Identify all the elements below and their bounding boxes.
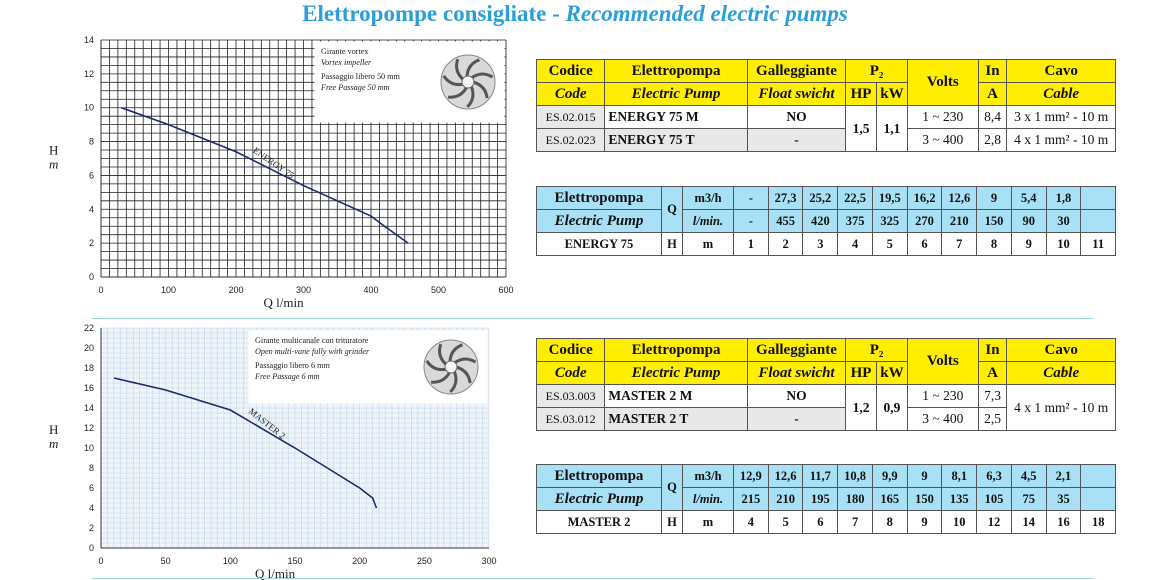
hp-cell: 1,5 <box>846 106 877 152</box>
perf-value-cell: 5 <box>872 233 907 255</box>
col-a: A <box>978 83 1007 106</box>
perf-value-cell: 6 <box>802 511 837 533</box>
col-kw: kW <box>876 83 907 106</box>
x-tick-label: 300 <box>481 556 497 566</box>
master-performance-table <box>536 464 1116 534</box>
perf-value-cell <box>1080 488 1115 510</box>
perf-value-cell: 1,8 <box>1046 187 1081 209</box>
perf-value-cell: - <box>748 213 753 228</box>
perf-value-cell: 9 <box>1011 233 1046 255</box>
perf-lmin-label: l/min. <box>683 210 734 233</box>
perf-value-cell: 75 <box>1011 488 1046 510</box>
perf-value-cell: 210 <box>941 210 976 232</box>
perf-h-label: H <box>662 233 683 256</box>
perf-value-cell: 16,2 <box>907 187 942 209</box>
col-cable: Cavo <box>1007 339 1116 362</box>
perf-pump-label-en: Electric Pump <box>537 488 662 511</box>
info-text: Vortex impeller <box>321 58 372 67</box>
x-tick-label: 0 <box>98 285 104 295</box>
y-tick-label: 4 <box>88 503 94 513</box>
x-tick-label: 200 <box>352 556 368 566</box>
col-code-en: Code <box>554 364 587 381</box>
perf-value-cell: 210 <box>768 488 803 510</box>
col-in: In <box>978 60 1007 83</box>
hp-cell: 1,2 <box>846 385 877 431</box>
perf-value-cell: 135 <box>941 488 976 510</box>
perf-value-cell: 9 <box>976 187 1011 209</box>
perf-value-cell: 150 <box>907 488 942 510</box>
info-text: Passaggio libero 6 mm <box>255 361 330 370</box>
perf-value-cell: 6 <box>907 233 942 255</box>
volts-cell: 1 ~ 230 <box>907 106 978 129</box>
perf-pump-label-en: Electric Pump <box>537 210 662 233</box>
in-cell: 8,4 <box>978 106 1007 129</box>
info-text: Open multi-vane fully with grinder <box>255 347 370 356</box>
col-volts: Volts <box>907 60 978 106</box>
perf-value-cell: 9,9 <box>872 465 907 487</box>
x-tick-label: 300 <box>295 285 312 295</box>
perf-value-cell: 18 <box>1080 511 1115 533</box>
col-pump: Elettropompa <box>605 339 747 362</box>
col-pump-en: Electric Pump <box>631 364 721 381</box>
in-cell: 2,8 <box>978 129 1007 152</box>
perf-value-cell: 7 <box>837 511 872 533</box>
perf-value-cell: 270 <box>907 210 942 232</box>
perf-value-cell: - <box>748 190 753 205</box>
kw-cell: 0,9 <box>876 385 907 431</box>
info-text: Free Passage 50 mm <box>321 83 390 92</box>
col-hp: HP <box>846 83 877 106</box>
energy-performance-table <box>536 186 1116 256</box>
x-tick-label: 0 <box>98 556 104 566</box>
y-tick-label: 6 <box>88 170 94 181</box>
perf-value-cell: 14 <box>1011 511 1046 533</box>
perf-pump-name: MASTER 2 <box>537 511 662 534</box>
pump-cell: ENERGY 75 M <box>605 106 747 129</box>
info-text: Passaggio libero 50 mm <box>321 72 400 81</box>
perf-value-cell <box>1080 187 1115 209</box>
perf-value-cell: 150 <box>976 210 1011 232</box>
y-tick-label: 0 <box>88 272 94 282</box>
y-tick-label: 6 <box>88 483 94 493</box>
perf-value-cell: 4,5 <box>1011 465 1046 487</box>
perf-value-cell: 5 <box>768 511 803 533</box>
energy-spec-table <box>536 59 1116 152</box>
perf-value-cell: 4 <box>837 233 872 255</box>
perf-value-cell: 180 <box>837 488 872 510</box>
perf-value-cell: 19,5 <box>872 187 907 209</box>
pump-cell: ENERGY 75 T <box>605 129 747 152</box>
y-tick-label: 2 <box>88 238 94 249</box>
code-cell: ES.03.003 <box>537 385 605 408</box>
volts-cell: 3 ~ 400 <box>907 408 978 431</box>
info-text: Girante vortex <box>321 47 369 56</box>
col-float-en: Float swicht <box>758 85 835 102</box>
perf-lmin-label: l/min. <box>683 488 734 511</box>
perf-value-cell: 8,1 <box>941 465 976 487</box>
y-tick-label: 22 <box>83 323 94 333</box>
perf-m-label: m <box>683 233 734 256</box>
perf-value-cell: 5,4 <box>1011 187 1046 209</box>
col-cable-en: Cable <box>1043 85 1080 102</box>
perf-value-cell: 11 <box>1080 233 1115 255</box>
x-tick-label: 150 <box>287 556 303 566</box>
col-in: In <box>978 339 1007 362</box>
perf-pump-label: Elettropompa <box>537 465 662 488</box>
pump-cell: MASTER 2 T <box>605 408 747 431</box>
perf-row-m3h <box>734 465 1116 488</box>
perf-value-cell: 35 <box>1046 488 1081 510</box>
table-row <box>537 129 1116 152</box>
x-tick-label: 500 <box>430 285 447 295</box>
perf-q-label: Q <box>662 465 683 511</box>
y-tick-label: 8 <box>88 136 94 147</box>
x-tick-label: 100 <box>160 285 177 295</box>
perf-value-cell: 10,8 <box>837 465 872 487</box>
perf-value-cell: 325 <box>872 210 907 232</box>
perf-value-cell: 3 <box>802 233 837 255</box>
perf-value-cell: 165 <box>872 488 907 510</box>
y-tick-label: 2 <box>88 523 94 533</box>
perf-value-cell: 12,6 <box>941 187 976 209</box>
x-axis-label: Q l/min <box>255 566 296 580</box>
perf-row-lmin <box>734 488 1116 511</box>
y-axis-unit: m <box>49 156 59 172</box>
table-row <box>537 106 1116 129</box>
x-axis-label: Q l/min <box>263 295 304 310</box>
y-tick-label: 12 <box>83 423 94 433</box>
perf-value-cell: 7 <box>941 233 976 255</box>
perf-m3h-label: m3/h <box>683 465 734 488</box>
perf-m-label: m <box>683 511 734 534</box>
page-title: Elettropompe consigliate - Recommended electric pumps <box>302 1 848 26</box>
volts-cell: 1 ~ 230 <box>907 385 978 408</box>
perf-value-cell: 12 <box>976 511 1011 533</box>
float-cell: - <box>747 129 845 152</box>
y-tick-label: 20 <box>83 343 94 353</box>
grinder-impeller-icon <box>424 340 478 394</box>
float-cell: NO <box>747 106 845 129</box>
perf-row-h <box>734 511 1116 534</box>
perf-value-cell: 1 <box>747 236 754 251</box>
perf-value-cell: 10 <box>941 511 976 533</box>
x-tick-label: 100 <box>222 556 238 566</box>
perf-value-cell: 12,9 <box>739 468 762 483</box>
code-cell: ES.03.012 <box>537 408 605 431</box>
x-tick-label: 600 <box>498 285 514 295</box>
perf-row-m3h <box>734 187 1116 210</box>
y-tick-label: 4 <box>88 204 94 215</box>
perf-value-cell: 195 <box>802 488 837 510</box>
y-axis-label: H <box>49 422 59 437</box>
col-volts: Volts <box>907 339 978 385</box>
perf-pump-label: Elettropompa <box>537 187 662 210</box>
col-pump: Elettropompa <box>605 60 747 83</box>
perf-row-lmin <box>734 210 1116 233</box>
y-tick-label: 14 <box>83 35 94 45</box>
col-a: A <box>978 362 1007 385</box>
col-kw: kW <box>876 362 907 385</box>
perf-value-cell: 4 <box>747 514 754 529</box>
col-hp: HP <box>846 362 877 385</box>
perf-value-cell: 16 <box>1046 511 1081 533</box>
curve-label: ENERGY 75 <box>251 145 297 181</box>
perf-value-cell <box>1080 210 1115 232</box>
cable-cell: 4 x 1 mm² - 10 m <box>1007 129 1116 152</box>
y-tick-label: 14 <box>83 403 94 413</box>
y-tick-label: 16 <box>83 383 94 393</box>
y-axis-unit: m <box>49 436 59 451</box>
table-row <box>537 385 1116 408</box>
volts-cell: 3 ~ 400 <box>907 129 978 152</box>
col-cable: Cavo <box>1007 60 1116 83</box>
perf-value-cell: 105 <box>976 488 1011 510</box>
vortex-impeller-icon <box>441 55 495 109</box>
cable-cell: 4 x 1 mm² - 10 m <box>1007 385 1116 431</box>
perf-value-cell: 10 <box>1046 233 1081 255</box>
perf-m3h-label: m3/h <box>683 187 734 210</box>
curve-label: MASTER 2 <box>246 406 288 441</box>
y-tick-label: 12 <box>83 68 94 79</box>
col-p2: P₂ <box>846 60 908 83</box>
info-text: Girante multicanale con trituratore <box>255 336 369 345</box>
float-cell: NO <box>747 385 845 408</box>
impeller-hub <box>445 361 457 373</box>
perf-value-cell: 27,3 <box>768 187 803 209</box>
master-spec-table <box>536 338 1116 431</box>
col-float-en: Float swicht <box>758 364 835 381</box>
impeller-hub <box>462 76 474 88</box>
y-tick-label: 8 <box>88 463 94 473</box>
perf-value-cell: 12,6 <box>768 465 803 487</box>
col-cable-en: Cable <box>1043 364 1080 381</box>
y-tick-label: 10 <box>83 102 94 113</box>
code-cell: ES.02.023 <box>537 129 605 152</box>
y-tick-label: 18 <box>83 363 94 373</box>
in-cell: 2,5 <box>978 408 1007 431</box>
section-divider <box>92 318 1094 319</box>
y-tick-label: 0 <box>88 543 94 553</box>
cable-cell: 3 x 1 mm² - 10 m <box>1007 106 1116 129</box>
col-p2: P₂ <box>846 339 908 362</box>
col-pump-en: Electric Pump <box>631 85 721 102</box>
pump-cell: MASTER 2 M <box>605 385 747 408</box>
col-float: Galleggiante <box>747 60 845 83</box>
col-code-en: Code <box>554 85 587 102</box>
perf-value-cell: 420 <box>802 210 837 232</box>
info-text: Free Passage 6 mm <box>255 372 320 381</box>
perf-pump-name: ENERGY 75 <box>537 233 662 256</box>
energy-75-chart <box>49 30 530 312</box>
perf-value-cell: 90 <box>1011 210 1046 232</box>
perf-value-cell <box>1080 465 1115 487</box>
perf-value-cell: 215 <box>741 491 761 506</box>
section-divider <box>92 578 1094 579</box>
in-cell: 7,3 <box>978 385 1007 408</box>
kw-cell: 1,1 <box>876 106 907 152</box>
perf-value-cell: 9 <box>907 511 942 533</box>
perf-value-cell: 30 <box>1046 210 1081 232</box>
perf-value-cell: 8 <box>872 511 907 533</box>
perf-value-cell: 2 <box>768 233 803 255</box>
perf-h-label: H <box>662 511 683 534</box>
perf-value-cell: 25,2 <box>802 187 837 209</box>
float-cell: - <box>747 408 845 431</box>
perf-value-cell: 6,3 <box>976 465 1011 487</box>
x-tick-label: 200 <box>228 285 244 295</box>
col-float: Galleggiante <box>747 339 845 362</box>
col-code: Codice <box>537 339 605 362</box>
perf-value-cell: 22,5 <box>837 187 872 209</box>
perf-value-cell: 11,7 <box>802 465 837 487</box>
x-tick-label: 400 <box>363 285 379 295</box>
x-tick-label: 250 <box>416 556 432 566</box>
perf-row-h <box>734 233 1116 256</box>
perf-value-cell: 375 <box>837 210 872 232</box>
perf-value-cell: 9 <box>907 465 942 487</box>
perf-value-cell: 2,1 <box>1046 465 1081 487</box>
y-axis-label: H <box>49 142 59 158</box>
perf-value-cell: 8 <box>976 233 1011 255</box>
perf-value-cell: 455 <box>768 210 803 232</box>
master-2-chart <box>49 322 505 580</box>
col-code: Codice <box>537 60 605 83</box>
y-tick-label: 10 <box>83 443 94 453</box>
x-tick-label: 50 <box>160 556 171 566</box>
code-cell: ES.02.015 <box>537 106 605 129</box>
perf-q-label: Q <box>662 187 683 233</box>
